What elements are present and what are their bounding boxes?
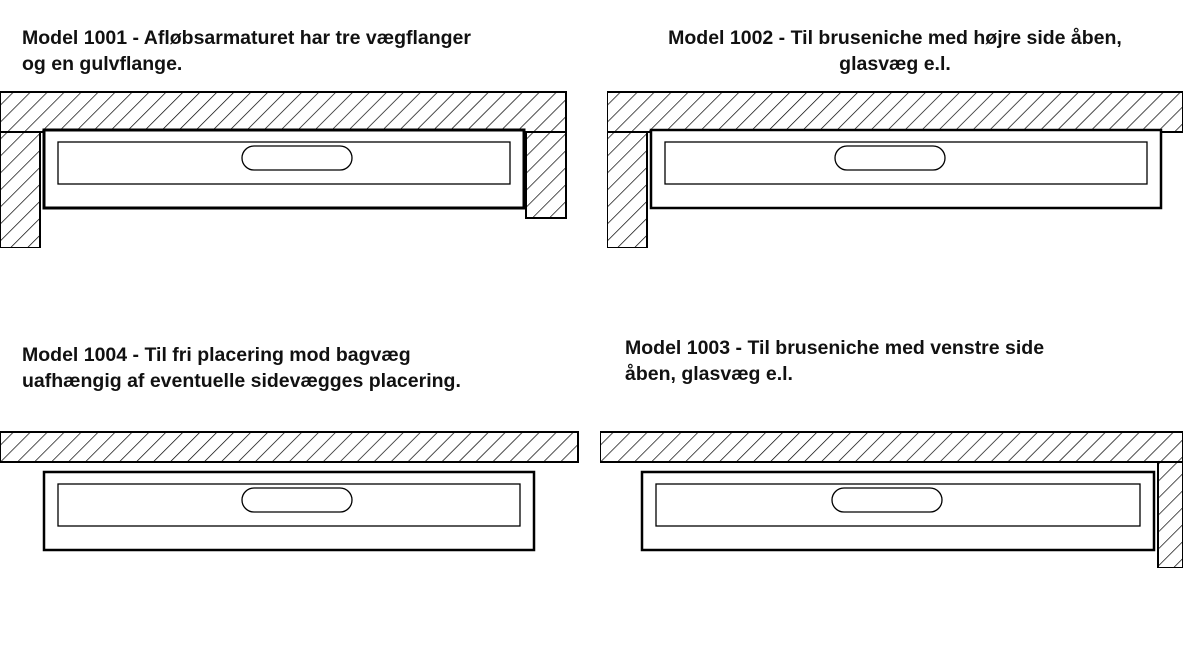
wall-right	[1158, 462, 1183, 568]
wall-top	[0, 92, 566, 132]
wall-top	[607, 92, 1183, 132]
model-description-1004-line1: Til fri placering mod bagvæg	[144, 344, 411, 366]
wall-left	[607, 132, 647, 248]
wall-top	[600, 432, 1183, 462]
model-description-1001-line2: og en gulvflange.	[22, 53, 183, 76]
drain-outlet	[242, 146, 352, 170]
wall-left	[0, 132, 40, 248]
drawing-model-1004	[0, 428, 585, 568]
model-description-1003-line2: åben, glasvæg e.l.	[625, 363, 793, 386]
drawing-model-1003	[600, 428, 1183, 568]
wall-top	[0, 432, 578, 462]
wall-right	[526, 132, 566, 218]
drawing-model-1002	[607, 88, 1183, 248]
model-label-1002: Model 1002 -	[668, 27, 786, 49]
caption-model-1004	[22, 342, 582, 395]
model-description-1002-line1: Til bruseniche med højre side åben,	[790, 27, 1122, 49]
caption-model-1001	[22, 25, 582, 78]
drain-outlet	[242, 488, 352, 512]
drain-outlet	[835, 146, 945, 170]
model-label-1004: Model 1004 -	[22, 344, 140, 366]
drawing-model-1001	[0, 88, 575, 248]
model-description-1002-line2: glasvæg e.l.	[839, 53, 951, 76]
model-description-1004-line2: uafhængig af eventuelle sidevægges placering.	[22, 370, 461, 393]
model-description-1001-line1: Afløbsarmaturet har tre vægflanger	[143, 27, 471, 49]
model-description-1003-line1: Til bruseniche med venstre side	[747, 337, 1045, 359]
model-label-1001: Model 1001 -	[22, 27, 140, 49]
drain-outlet	[832, 488, 942, 512]
caption-model-1003	[625, 335, 1170, 388]
model-label-1003: Model 1003 -	[625, 337, 743, 359]
caption-model-1002	[615, 25, 1175, 78]
